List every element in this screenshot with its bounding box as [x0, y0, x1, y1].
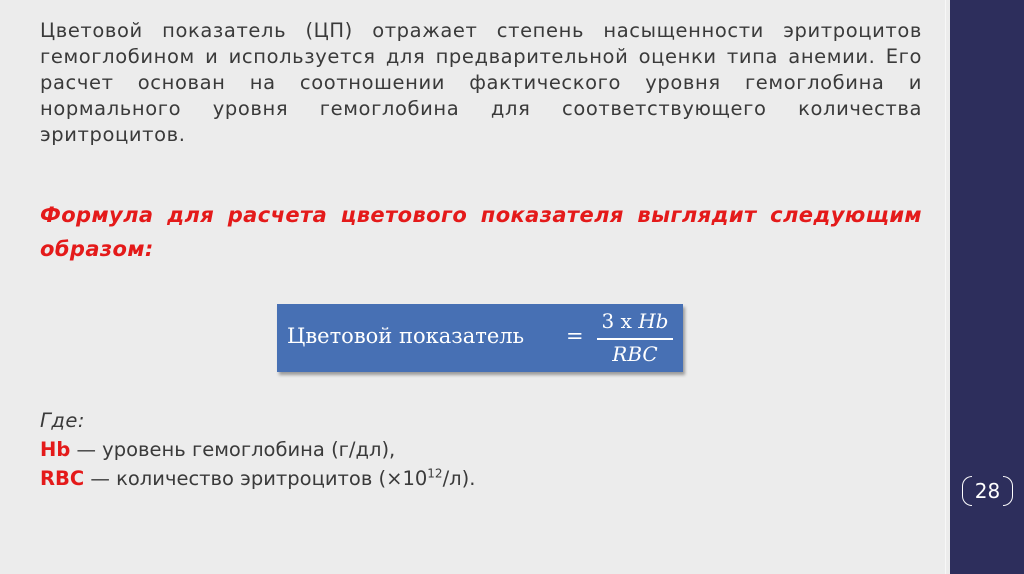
left-brace-icon — [962, 476, 972, 506]
formula-fraction — [595, 306, 675, 370]
intro-paragraph: Цветовой показатель (ЦП) отражает степень насыщенности эритроцитов гемоглобином и используется для предварительной оценки типа анемии. Его расчет основан на соотношении фактического уровня гемоглобина и нормального уровня гемоглобина для соответствующего количества эритроцитов. — [40, 19, 922, 146]
legend-rbc-exponent: 12 — [427, 466, 443, 481]
legend-hb-line — [40, 435, 740, 464]
formula-numerator — [595, 308, 675, 334]
fraction-bar — [597, 338, 673, 340]
legend-rbc-term: RBC — [40, 467, 85, 490]
legend-hb-description: — уровень гемоглобина (г/дл), — [70, 438, 396, 461]
legend-where-label: Где: — [40, 409, 85, 432]
formula-denominator: RBC — [612, 342, 658, 366]
legend-hb-term: Hb — [40, 438, 71, 461]
page-number: 28 — [974, 479, 1001, 503]
formula-equals-sign: = — [566, 324, 584, 348]
page-number-badge — [962, 474, 1013, 508]
formula-name: Цветовой показатель — [287, 324, 525, 348]
legend-rbc-unit: /л). — [442, 467, 476, 490]
formula-box — [277, 304, 683, 372]
legend-rbc-description: — количество эритроцитов (×10 — [84, 467, 428, 490]
legend-rbc-line — [40, 464, 740, 493]
side-divider-line — [945, 0, 946, 574]
right-brace-icon — [1003, 476, 1013, 506]
formula-heading: Формула для расчета цветового показателя выглядит следующим образом: — [40, 203, 922, 261]
numerator-variable: Hb — [638, 309, 669, 333]
formula-legend — [40, 406, 740, 493]
numerator-coefficient: 3 x — [601, 309, 639, 333]
